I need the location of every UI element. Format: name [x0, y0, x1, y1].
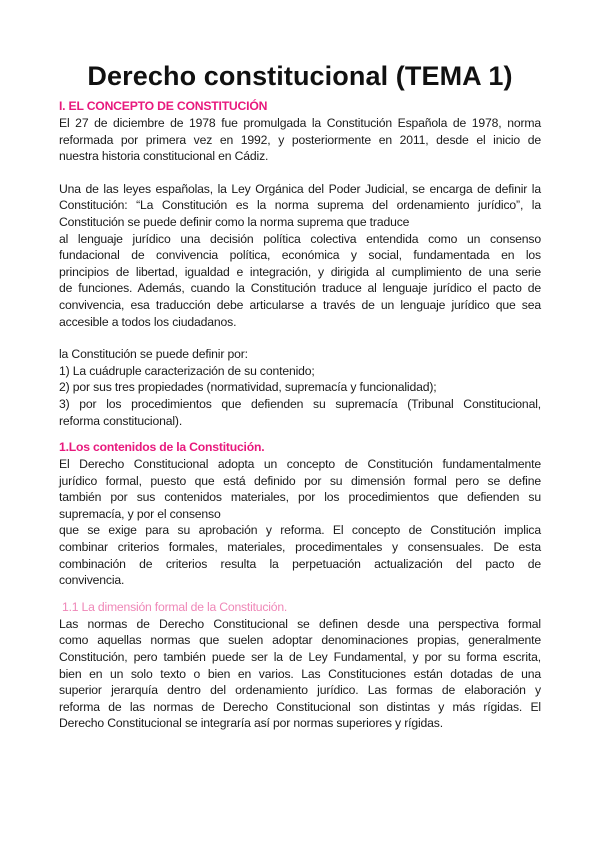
text-line: al lenguaje jurídico una decisión política colectiva entendida como un consenso — [59, 231, 541, 246]
text-line: la Constitución se puede definir por: — [59, 347, 248, 362]
text-line: accesible a todos los ciudadanos. — [59, 314, 237, 329]
paragraph-propiedades — [59, 346, 541, 429]
page-title: Derecho constitucional (TEMA 1) — [87, 61, 513, 91]
text-line: convivencia, esa traducción debe articularse a través de un lenguaje jurídico que sea — [59, 297, 541, 312]
section-heading-contenidos: 1.Los contenidos de la Constitución. — [59, 440, 265, 455]
text-line: nuestra historia constitucional en Cádiz. — [59, 149, 269, 164]
text-line: Constitución: “La Constitución es la norma suprema del ordenamiento jurídico”, la — [59, 198, 541, 213]
text-line: reforma de las normas de Derecho Constitucional son distintas y más rígidas. El — [59, 699, 541, 714]
text-line: Constitución se puede definir como la norma suprema que traduce — [59, 214, 410, 229]
text-line: que se exige para su aprobación y reforma. El concepto de Constitución implica — [59, 523, 541, 538]
list-item: 1) La cuádruple caracterización de su contenido; — [59, 363, 315, 378]
text-line: bien en un solo texto o bien en varios. Las Constituciones están dotadas de una — [59, 666, 541, 681]
text-line: principios de libertad, igualdad e integración, y dirigida al cumplimiento de una serie — [59, 264, 541, 279]
text-line: fundacional de convivencia política, económica y social, fundamentada en los — [59, 248, 541, 263]
text-line: como aquellas normas que suelen adoptar denominaciones propias, generalmente — [59, 633, 541, 648]
text-line: jurídico formal, puesto que está definido por su dimensión formal pero se define — [59, 473, 541, 488]
list-item: 2) por sus tres propiedades (normatividad, supremacía y funcionalidad); — [59, 380, 437, 395]
text-line: de funciones. Además, cuando la Constitución traduce al lenguaje jurídico el pacto de — [59, 281, 541, 296]
text-line: reforma constitucional). — [59, 413, 183, 428]
paragraph-contenidos — [59, 456, 541, 589]
section-heading-concepto: I. EL CONCEPTO DE CONSTITUCIÓN — [59, 99, 268, 113]
text-line: Derecho Constitucional se integraría así por normas superiores y rígidas. — [59, 716, 443, 731]
text-line: combinar criterios formales, materiales, procedimentales y consensuales. De esta — [59, 540, 541, 555]
text-line: combinación de criterios resulta la perpetuación actualización del pacto de — [59, 556, 541, 571]
text-line: convivencia. — [59, 573, 125, 588]
text-line: Una de las leyes españolas, la Ley Orgánica del Poder Judicial, se encarga de definir la — [59, 181, 541, 196]
paragraph-promulgacion — [59, 115, 541, 165]
list-item: 3) por los procedimientos que defienden su supremacía (Tribunal Constitucional, — [59, 396, 541, 411]
text-line: supremacía, y por el consenso — [59, 506, 221, 521]
text-line: reformada por primera vez en 1992, y posteriormente en 2011, desde el inicio de — [59, 132, 541, 147]
section-heading-dimension-formal: 1.1 La dimensión formal de la Constitución. — [62, 599, 288, 614]
text-line: El 27 de diciembre de 1978 fue promulgada la Constitución Española de 1978, norma — [59, 116, 541, 130]
text-line: Las normas de Derecho Constitucional se definen desde una perspectiva formal — [59, 616, 541, 631]
text-line: Constitución, pero también puede ser la de Ley Fundamental, y por su forma escrita, — [59, 650, 541, 665]
text-line: superior jerarquía dentro del ordenamiento jurídico. Las formas de elaboración y — [59, 683, 541, 698]
paragraph-dimension-formal — [59, 616, 541, 732]
paragraph-definicion — [59, 181, 541, 330]
text-line: también por sus contenidos materiales, por los procedimientos que defienden su — [59, 490, 541, 505]
text-line: El Derecho Constitucional adopta un concepto de Constitución fundamentalmente — [59, 457, 541, 472]
